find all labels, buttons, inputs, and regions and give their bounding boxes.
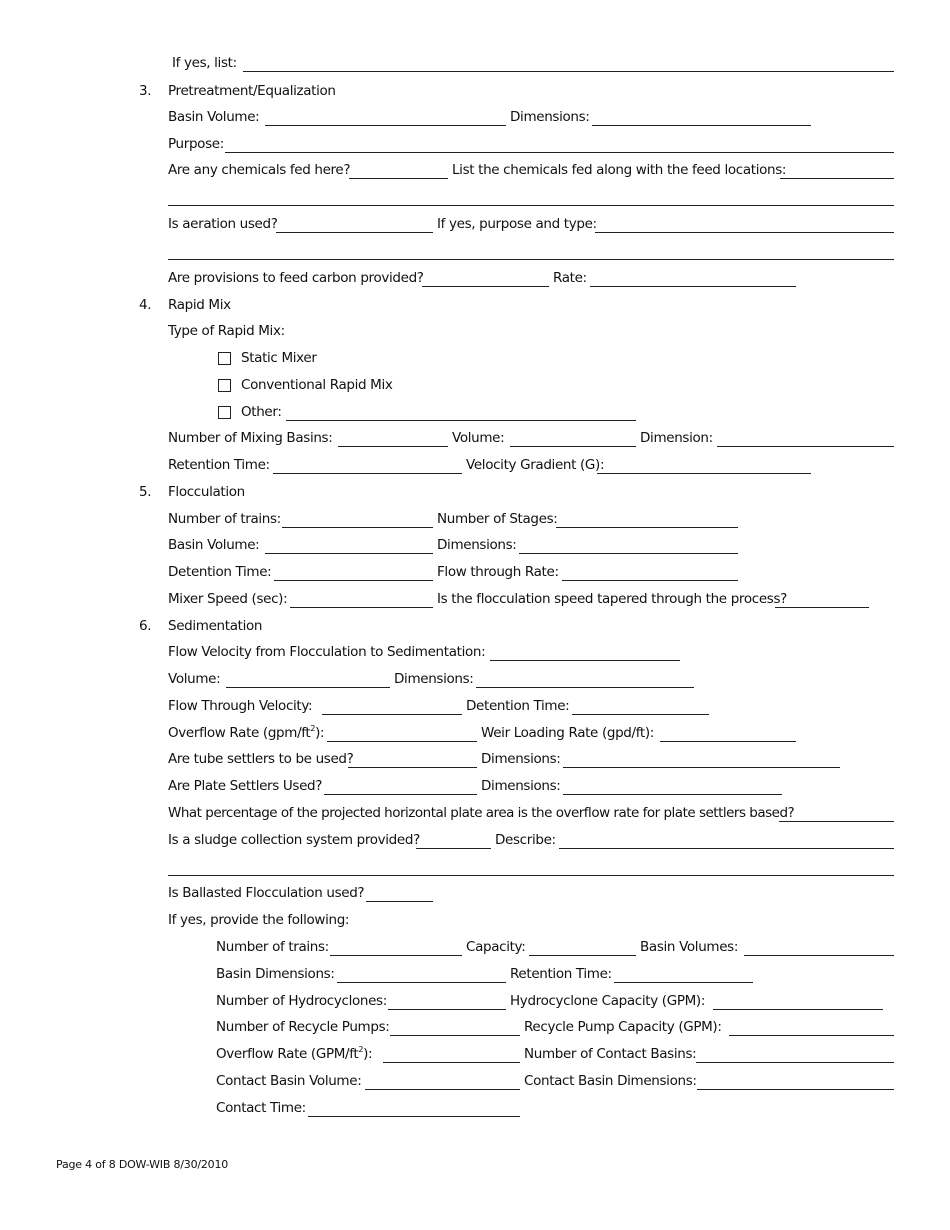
- floc-basin-volume-field[interactable]: [265, 553, 433, 554]
- num-mixing-basins-field[interactable]: [338, 446, 448, 447]
- floc-detention-time-label: Detention Time:: [168, 564, 272, 580]
- plate-dimensions-field[interactable]: [563, 794, 782, 795]
- overflow-rate-field[interactable]: [327, 741, 477, 742]
- ballasted-label: Is Ballasted Flocculation used?: [168, 885, 365, 901]
- sludge-collection-label: Is a sludge collection system provided?: [168, 832, 420, 848]
- flow-through-rate-field[interactable]: [562, 580, 738, 581]
- sed-volume-label: Volume:: [168, 671, 221, 687]
- floc-dimensions-label: Dimensions:: [437, 537, 517, 553]
- weir-loading-field[interactable]: [660, 741, 796, 742]
- purpose-type-field-2[interactable]: [168, 259, 894, 260]
- list-chemicals-field-2[interactable]: [168, 205, 894, 206]
- rate-field[interactable]: [590, 286, 796, 287]
- overflow-rate-label: Overflow Rate $(gpm/ft^2)$:: [168, 724, 325, 741]
- section-5-number: 5.: [139, 484, 152, 500]
- num-stages-field[interactable]: [556, 527, 738, 528]
- dimensions-field[interactable]: [592, 125, 811, 126]
- aeration-used-label: Is aeration used?: [168, 216, 278, 232]
- describe-field[interactable]: [559, 848, 894, 849]
- bf-basin-volumes-label: Basin Volumes:: [640, 939, 739, 955]
- bf-basin-dimensions-label: Basin Dimensions:: [216, 966, 335, 982]
- describe-field-2[interactable]: [168, 875, 894, 876]
- bf-num-trains-field[interactable]: [330, 955, 462, 956]
- num-trains-field[interactable]: [282, 527, 433, 528]
- list-chemicals-label: List the chemicals fed along with the feed locations:: [452, 162, 787, 178]
- other-checkbox[interactable]: [218, 406, 231, 419]
- purpose-label: Purpose:: [168, 136, 224, 152]
- bf-recycle-pump-capacity-label: Recycle Pump Capacity (GPM):: [524, 1019, 722, 1035]
- bf-contact-basin-volume-label: Contact Basin Volume:: [216, 1073, 362, 1089]
- page-footer: Page 4 of 8 DOW-WIB 8/30/2010: [56, 1158, 229, 1171]
- bf-num-contact-basins-field[interactable]: [696, 1062, 894, 1063]
- flow-through-velocity-field[interactable]: [322, 714, 462, 715]
- bf-overflow-rate-label: Overflow Rate $(GPM/ft^2)$:: [216, 1045, 373, 1062]
- if-yes-list-field[interactable]: [243, 71, 894, 72]
- bf-num-recycle-pumps-label: Number of Recycle Pumps:: [216, 1019, 390, 1035]
- speed-tapered-label: Is the flocculation speed tapered through the process?: [437, 591, 787, 607]
- bf-num-recycle-pumps-field[interactable]: [390, 1035, 520, 1036]
- bf-basin-volumes-field[interactable]: [744, 955, 894, 956]
- tube-dimensions-label: Dimensions:: [481, 751, 561, 767]
- retention-time-label: Retention Time:: [168, 457, 270, 473]
- rate-label: Rate:: [553, 270, 587, 286]
- plate-settlers-label: Are Plate Settlers Used?: [168, 778, 323, 794]
- bf-hydrocyclone-capacity-label: Hydrocyclone Capacity (GPM):: [510, 993, 706, 1009]
- chemicals-fed-label: Are any chemicals fed here?: [168, 162, 351, 178]
- bf-contact-basin-dimensions-field[interactable]: [697, 1089, 894, 1090]
- sed-detention-time-field[interactable]: [572, 714, 709, 715]
- carbon-feed-label: Are provisions to feed carbon provided?: [168, 270, 424, 286]
- other-field[interactable]: [286, 420, 636, 421]
- if-yes-provide-label: If yes, provide the following:: [168, 912, 350, 928]
- bf-num-contact-basins-label: Number of Contact Basins:: [524, 1046, 697, 1062]
- if-yes-list-label: If yes, list:: [172, 55, 237, 71]
- basin-volume-label: Basin Volume:: [168, 109, 260, 125]
- sludge-collection-field[interactable]: [416, 848, 491, 849]
- static-mixer-checkbox[interactable]: [218, 352, 231, 365]
- ballasted-field[interactable]: [366, 901, 433, 902]
- conventional-rapid-mix-checkbox[interactable]: [218, 379, 231, 392]
- basin-volume-field[interactable]: [265, 125, 506, 126]
- bf-contact-basin-dimensions-label: Contact Basin Dimensions:: [524, 1073, 697, 1089]
- sed-dimensions-field[interactable]: [476, 687, 694, 688]
- floc-detention-time-field[interactable]: [274, 580, 433, 581]
- velocity-gradient-label: Velocity Gradient (G):: [466, 457, 605, 473]
- volume-label: Volume:: [452, 430, 505, 446]
- tube-settlers-field[interactable]: [348, 767, 477, 768]
- section-5-title: Flocculation: [168, 484, 245, 500]
- weir-loading-label: Weir Loading Rate (gpd/ft):: [481, 725, 654, 741]
- section-6-title: Sedimentation: [168, 618, 263, 634]
- section-4-number: 4.: [139, 297, 152, 313]
- flow-velocity-label: Flow Velocity from Flocculation to Sedimentation:: [168, 644, 486, 660]
- purpose-type-field[interactable]: [595, 232, 894, 233]
- dimension-label: Dimension:: [640, 430, 713, 446]
- section-6-number: 6.: [139, 618, 152, 634]
- flow-through-rate-label: Flow through Rate:: [437, 564, 559, 580]
- sed-volume-field[interactable]: [226, 687, 390, 688]
- floc-dimensions-field[interactable]: [519, 553, 738, 554]
- purpose-field[interactable]: [225, 152, 894, 153]
- bf-num-hydrocyclones-field[interactable]: [388, 1009, 506, 1010]
- section-3-title: Pretreatment/Equalization: [168, 83, 336, 99]
- bf-hydrocyclone-capacity-field[interactable]: [713, 1009, 883, 1010]
- conventional-rapid-mix-label: Conventional Rapid Mix: [241, 377, 393, 393]
- bf-capacity-label: Capacity:: [466, 939, 526, 955]
- plate-area-field[interactable]: [779, 821, 894, 822]
- aeration-used-field[interactable]: [276, 232, 433, 233]
- bf-recycle-pump-capacity-field[interactable]: [729, 1035, 894, 1036]
- bf-basin-dimensions-field[interactable]: [337, 982, 506, 983]
- tube-settlers-label: Are tube settlers to be used?: [168, 751, 354, 767]
- floc-basin-volume-label: Basin Volume:: [168, 537, 260, 553]
- volume-field[interactable]: [510, 446, 636, 447]
- plate-area-question-label: What percentage of the projected horizontal plate area is the overflow rate for plate settlers based?: [168, 805, 795, 821]
- section-4-title: Rapid Mix: [168, 297, 231, 313]
- chemicals-fed-field[interactable]: [349, 178, 448, 179]
- plate-dimensions-label: Dimensions:: [481, 778, 561, 794]
- num-mixing-basins-label: Number of Mixing Basins:: [168, 430, 333, 446]
- plate-settlers-field[interactable]: [324, 794, 477, 795]
- other-label: Other:: [241, 404, 282, 420]
- rapid-mix-type-label: Type of Rapid Mix:: [168, 323, 285, 339]
- sed-dimensions-label: Dimensions:: [394, 671, 474, 687]
- sed-detention-time-label: Detention Time:: [466, 698, 570, 714]
- bf-contact-basin-volume-field[interactable]: [365, 1089, 520, 1090]
- bf-retention-time-label: Retention Time:: [510, 966, 612, 982]
- dimensions-label: Dimensions:: [510, 109, 590, 125]
- mixer-speed-field[interactable]: [290, 607, 433, 608]
- bf-num-hydrocyclones-label: Number of Hydrocyclones:: [216, 993, 387, 1009]
- carbon-feed-field[interactable]: [422, 286, 549, 287]
- num-trains-label: Number of trains:: [168, 511, 281, 527]
- flow-through-velocity-label: Flow Through Velocity:: [168, 698, 313, 714]
- bf-capacity-field[interactable]: [529, 955, 636, 956]
- bf-overflow-rate-field[interactable]: [383, 1062, 520, 1063]
- speed-tapered-field[interactable]: [775, 607, 869, 608]
- bf-contact-time-field[interactable]: [308, 1116, 520, 1117]
- mixer-speed-label: Mixer Speed (sec):: [168, 591, 288, 607]
- describe-label: Describe:: [495, 832, 556, 848]
- velocity-gradient-field[interactable]: [597, 473, 811, 474]
- dimension-field[interactable]: [717, 446, 894, 447]
- retention-time-field[interactable]: [273, 473, 462, 474]
- static-mixer-label: Static Mixer: [241, 350, 317, 366]
- section-3-number: 3.: [139, 83, 152, 99]
- list-chemicals-field[interactable]: [780, 178, 894, 179]
- num-stages-label: Number of Stages:: [437, 511, 558, 527]
- bf-num-trains-label: Number of trains:: [216, 939, 329, 955]
- bf-retention-time-field[interactable]: [614, 982, 753, 983]
- tube-dimensions-field[interactable]: [563, 767, 840, 768]
- bf-contact-time-label: Contact Time:: [216, 1100, 306, 1116]
- flow-velocity-field[interactable]: [490, 660, 680, 661]
- purpose-type-label: If yes, purpose and type:: [437, 216, 597, 232]
